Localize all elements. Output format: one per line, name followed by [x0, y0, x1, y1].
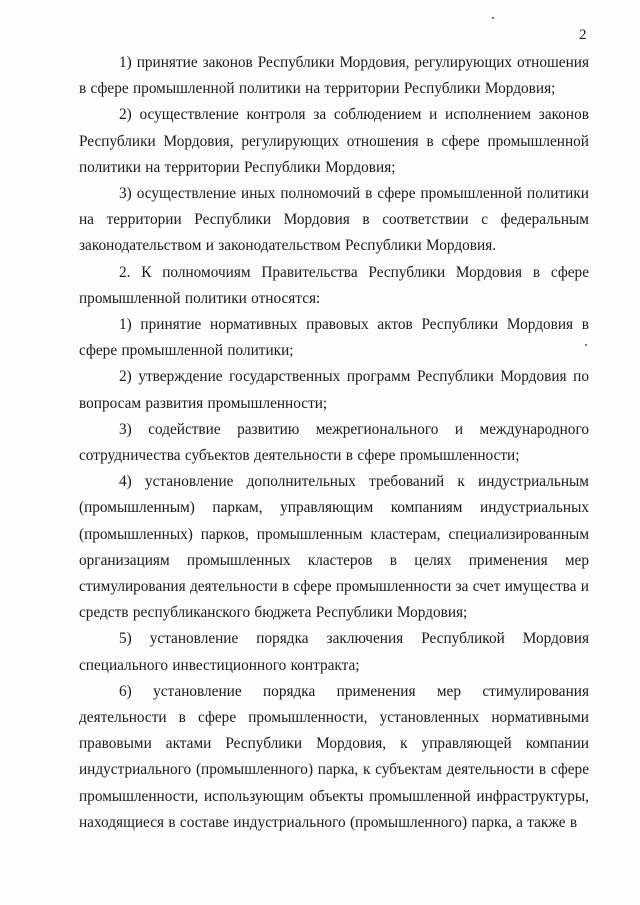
paragraph-item-1-gov: 1) принятие нормативных правовых актов Республики Мордовия в сфере промышленной политики; [79, 316, 589, 360]
page-number: 2 [579, 27, 587, 43]
paragraph-clause-2: 2. К полномочиям Правительства Республики Мордовия в сфере промышленной политики относятся: [79, 263, 589, 307]
paragraph-item-2: 2) осуществление контроля за соблюдением и исполнением законов Республики Мордовия, регулирующих отношения в сфере промышленной политики на территории Республики Мордовия; [79, 106, 589, 176]
paragraph-item-3-gov: 3) содействие развитию межрегионального и международного сотрудничества субъектов деятельности в сфере промышленности; [79, 420, 589, 465]
paragraph-item-6-gov: 6) установление порядка применения мер стимулирования деятельности в сфере промышленности, установленных нормативными правовыми актами Республики Мордовия, к управляющей компании индустриального (промышленного) парка, к субъектам деятельности в сфере промышленности, использующим объекты промышленной инфраструктуры, находящиеся в составе индустриального (промышленного) парка, а также в [79, 682, 589, 831]
paragraph-item-2-gov: 2) утверждение государственных программ Республики Мордовия по вопросам развития промышленности; [79, 368, 589, 412]
paragraph-item-1: 1) принятие законов Республики Мордовия, регулирующих отношения в сфере промышленной политики на территории Республики Мордовия; [79, 54, 589, 98]
paragraph-item-3: 3) осуществление иных полномочий в сфере промышленной политики на территории Республики Мордовия в соответствии с федеральным законодательством и законодательством Республики Мордовия. [79, 185, 589, 255]
scan-speck [492, 17, 494, 19]
paragraph-item-5-gov: 5) установление порядка заключения Республикой Мордовия специального инвестиционного контракта; [79, 630, 589, 674]
document-body [79, 50, 589, 836]
paragraph-item-4-gov: 4) установление дополнительных требований к индустриальным (промышленным) паркам, управляющим компаниям индустриальных (промышленных) парков, промышленным кластерам, специализированным организациям промышленных кластеров в целях применения мер стимулирования деятельности в сфере промышленности за счет имущества и средств республиканского бюджета Республики Мордовия; [79, 473, 589, 622]
